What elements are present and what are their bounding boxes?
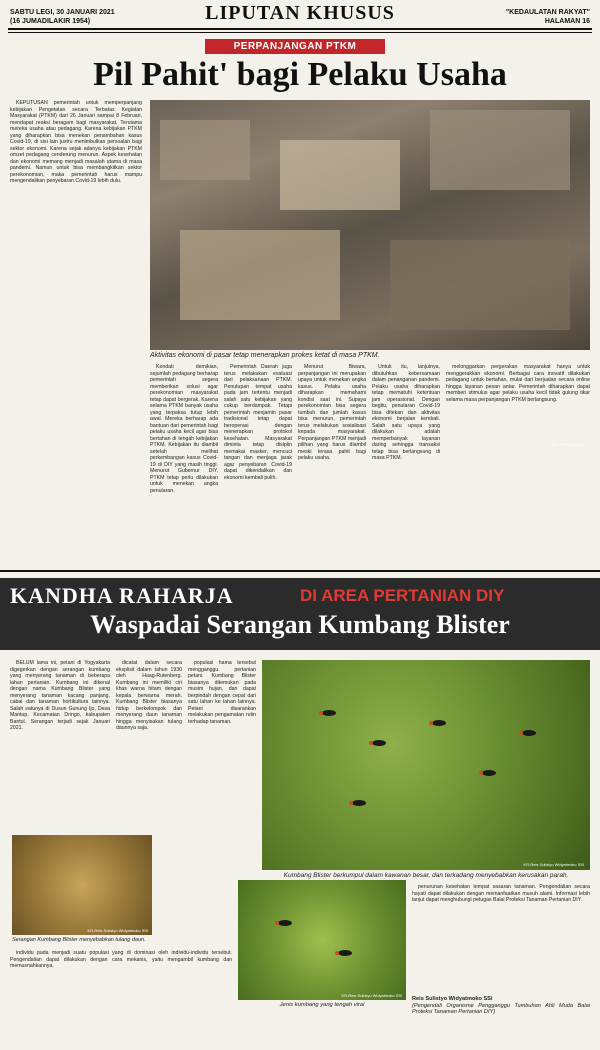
story2-band-subtitle: DI AREA PERTANIAN DIY (300, 586, 505, 605)
story2-left-photo-caption: Serangan Kumbang Blister menyebabkan tulang daun. (12, 937, 146, 943)
story2-mid-photo-caption: Jenis kumbang yang tengah viral (279, 1002, 365, 1008)
story1-col6-text: melonggarkan pergerakan masyarakat hanya untuk menggerakkan ekonomi. Berbagai cara inovatif dilakukan pedagang untuk bertahan, mulai dari berjualan secara online hingga layanan pesan antar. Pemerintah diharapkan dapat memberi stimulus agar pelaku usaha kecil tidak gulung tikar selama masa perpanjangan PTKM berlangsung. (446, 364, 590, 403)
story2-col2-text: dicatat dalam secara eksplisit dalam tahun 1930 oleh Haag-Rutenberg. Kumbang ini memiliki ciri khas warna hitam dengan kepala berwarna merah. Kumbang Blister biasanya hidup berkelompok dan menyerang daun tanaman hingga menyisakan tulang daunnya saja. (116, 660, 182, 731)
story1-col2-text: Kendati demikian, sejumlah pedagang berharap pemerintah segera memberikan solusi agar perekonomian masyarakat tetap dapat bergerak. Karena selama PTKM banyak usaha yang terpaksa tutup lebih awal. Mereka berharap ada bantuan dari pemerintah bagi pelaku usaha kecil agar bisa bertahan di tengah kebijakan PTKM. Kebijakan itu diambil setelah melihat perkembangan kasus Covid-19 di DIY yang masih tinggi. Menurut Gubernur DIY, PTKM tetap perlu dilakukan untuk menekan angka penularan. (150, 364, 218, 494)
story2-main-photo (262, 660, 590, 870)
story2-col1-text: BELUM lama ini, petani di Yogyakarta digegerkan dengan serangan kumbang yang menyerang tanaman di beberapa lahan pertanian. Kumbang ini dikenal dengan nama Kumbang Blister yang menyerang tanaman kacang panjang, cabai dan tanaman hortikultura lainnya. Salah satunya di Dusun Gunung Ijo, Desa Mantup, Kecamatan Dringo, kabupaten Bantul. Serangan terjadi sejak Januari 2021. (10, 660, 110, 731)
story1-col5-text: Untuk itu, lanjutnya, dibutuhkan kebersamaan dalam penanganan pandemi. Pelaku usaha diharapkan tetap mematuhi ketentuan jam operasional. Dengan begitu, penularan Covid-19 bisa ditekan dan aktivitas ekonomi berjalan kembali. Salah satu upaya yang dilakukan adalah memperbanyak layanan daring sehingga transaksi tetap bisa berlangsung di masa PTKM. (372, 364, 440, 461)
issue-date-masehi: SABTU LEGI, 30 JANUARI 2021 (10, 9, 115, 16)
story2-mid-photo (238, 880, 406, 1000)
story2-col3-text: populasi hama tersebut mengganggu pertanian petani. Kumbang Blister biasanya ditemukan pada musim hujan, dan dapat berpindah dengan cepat dari satu lahan ke lahan lainnya. Petani disarankan melakukan pengamatan rutin terhadap tanaman. (188, 660, 256, 725)
story1-photo-caption: Aktivitas ekonomi di pasar tetap menerapkan prokes ketat di masa PTKM. (150, 352, 380, 359)
issue-date-jawa: (16 JUMADILAKIR 1954) (10, 18, 91, 25)
story2-col5-text: penurunan kesehatan tempat sasaran tanaman. Pengendalian secara hayati dapat dilakukan dengan memanfaatkan musuh alami. Informasi lebih lanjut dapat menghubungi petugas Balai Proteksi Tanaman Pertanian DIY. (412, 884, 590, 903)
story1-column-2 (150, 364, 218, 564)
story2-mid-photo-credit: KR-Reis Sulistyo Widyatmoko SSi (341, 993, 402, 998)
story2-headline: Waspadai Serangan Kumbang Blister (90, 610, 510, 639)
paper-info (506, 8, 590, 26)
story2-column-3 (188, 660, 256, 875)
story2-column-2 (116, 660, 182, 830)
story1-column-4 (298, 364, 366, 564)
story1-kicker: PERPANJANGAN PTKM (205, 39, 385, 54)
section-divider (0, 570, 600, 572)
story2-column-1b (10, 950, 232, 1045)
story2-column-5 (412, 884, 590, 994)
story2-left-photo (12, 835, 152, 935)
story1-photo: KR-Primi Syeha (150, 100, 590, 350)
story1-col3-text: Pemerintah Daerah juga terus melakukan evaluasi dari pelaksanaan PTKM. Penutupan tempat usaha pada jam tertentu menjadi salah satu kebijakan yang cukup berdampak. Tetapi pemerintah menjamin pasar tradisional tetap dapat beroperasi dengan menerapkan protokol kesehatan. Masyarakat diminta tetap disiplin memakai masker, mencuci tangan dan menjaga jarak agar penyebaran Covid-19 dapat dikendalikan dan ekonomi kembali pulih. (224, 364, 292, 481)
story1-headline: Pil Pahit' bagi Pelaku Usaha (93, 56, 507, 93)
page-number: HALAMAN 16 (544, 18, 590, 25)
header-rule (8, 28, 592, 30)
header-rule-thin (8, 32, 592, 33)
story2-author: Reis Sulistyo Widyatmoko SSi (412, 996, 493, 1002)
story2-column-1 (10, 660, 110, 830)
story2-left-photo-credit: KR-Reis Sulistyo Widyatmoko SSi (87, 928, 148, 933)
story2-author-block (412, 996, 590, 1046)
story2-band-title: KANDHA RAHARJA (10, 583, 234, 608)
story2-main-photo-caption: Kumbang Blister berkumpul dalam kawanan besar, dan terkadang menyebabkan kerusakan parah. (283, 872, 569, 879)
story1-col4-text: Menurut Biwara, perpanjangan ini merupakan upaya untuk menekan angka kasus. Pelaku usaha diharapkan memahami kondisi saat ini. Supaya perekonomian bisa segera tumbuh dan jumlah kasus bisa menurun, pemerintah terus melakukan sosialisasi kepada masyarakat. Perpanjangan PTKM menjadi pilihan yang harus diambil meski terasa pahit bagi pelaku usaha. (298, 364, 366, 461)
story2-author-title: (Pengendali Organisme Pengganggu Tumbuhan Ahli Muda Balai Proteksi Tanaman Pertanian DIY) (412, 1002, 590, 1015)
story1-column-1 (10, 100, 142, 565)
paper-name: "KEDAULATAN RAKYAT" (505, 9, 590, 16)
story1-column-6 (446, 364, 590, 564)
story1-column-5 (372, 364, 440, 564)
story1-column-3 (224, 364, 292, 564)
story2-col4-text: individu pada menjadi suatu populasi yang di dominasi oleh individu-individu tersebut. Pengendalian dapat dilakukan dengan cara mekanis, yaitu mengambil kumbang dan memusnahkannya. (10, 950, 232, 969)
story1-col1-text: KEPUTUSAN pemerintah untuk memperpanjang kebijakan Pengetatan secara Terbatas Kegiatan Masyarakat (PTKM) dari 26 Januari sampai 8 Februari, mendapat reaksi beragam bagi masyarakat. Terutama mereka usaha atau pedagang. Karena kebijakan PTKM yang diharapkan bisa menekan penambahan kasus Covid-19, di sisi lain justru menimbulkan persoalan bagi sektor ekonomi. Karena sejak adanya kebijakan PTKM omzet pedagang cenderung menurun. Aspek kesehatan dan ekonomi memang menjadi masalah utama di masa pandemi. Namun untuk bisa membangkitkan sektor perekonomian, maka pemerintah harus mampu mengendalikan penyebaran Covid-19 lebih dulu. (10, 100, 142, 184)
section-title: LIPUTAN KHUSUS (205, 2, 395, 24)
story2-main-photo-credit: KR-Reis Sulistyo Widyatmoko SSi (523, 862, 584, 867)
